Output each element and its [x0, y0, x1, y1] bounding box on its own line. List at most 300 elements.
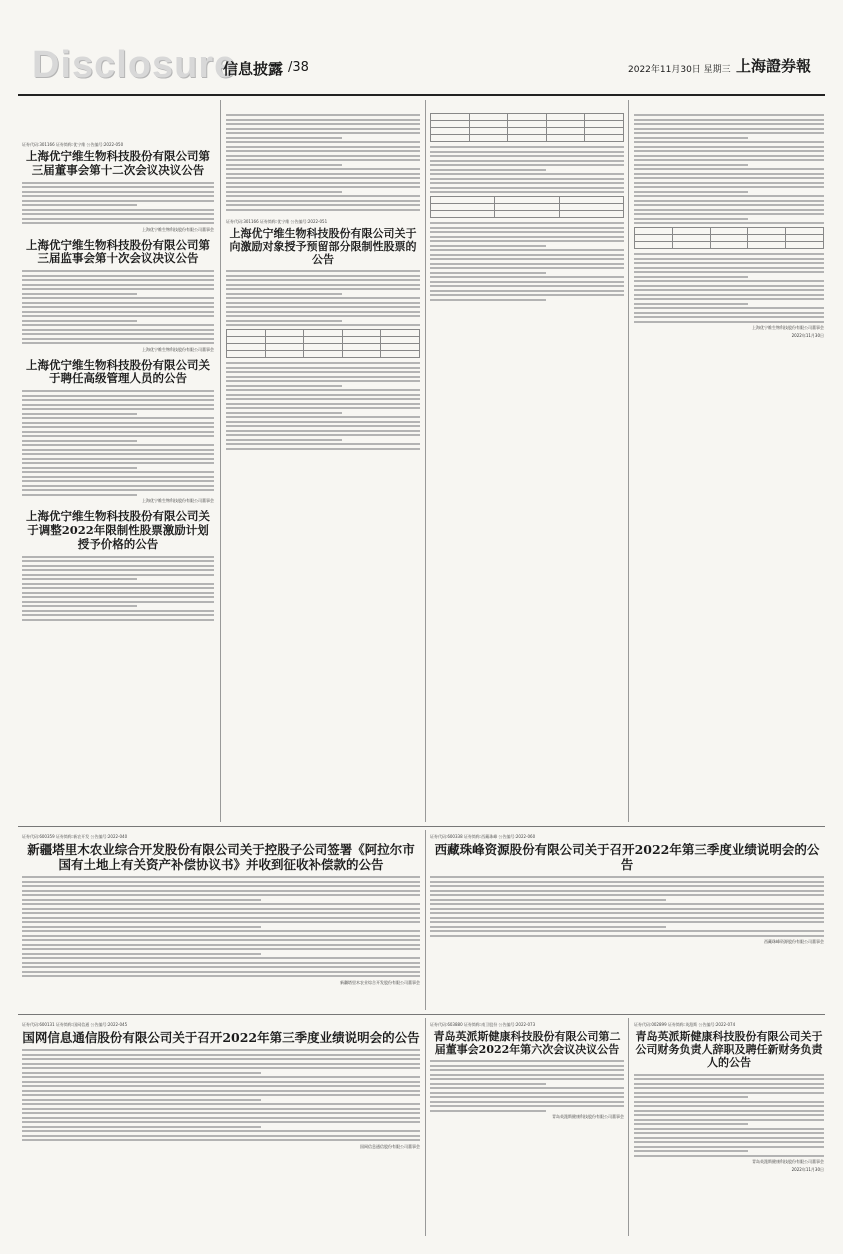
text-line — [634, 1101, 824, 1103]
text-line — [22, 462, 214, 464]
text-line — [430, 254, 624, 256]
text-line — [226, 320, 342, 322]
text-line — [22, 912, 420, 914]
text-line — [430, 1078, 624, 1080]
issue-date: 2022年11月30日 星期三 — [628, 65, 731, 75]
text-line — [226, 412, 342, 414]
text-line — [22, 935, 420, 937]
text-line — [226, 204, 420, 206]
column-divider — [425, 100, 426, 822]
text-line — [634, 150, 824, 152]
text-line — [22, 489, 214, 491]
text-line — [22, 1130, 420, 1132]
notice-title: 新疆塔里木农业综合开发股份有限公司关于控股子公司签署《阿拉尔市国有土地上有关资产补偿协议书》并收到征收补偿款的公告 — [27, 842, 415, 872]
notice-code: 证券代码:002899 证券简称:英派斯 公告编号:2022-074 — [634, 1022, 736, 1027]
text-line — [22, 890, 420, 892]
notice-title: 上海优宁维生物科技股份有限公司第三届监事会第十次会议决议公告 — [26, 237, 210, 266]
text-line — [22, 601, 214, 603]
text-line — [226, 403, 420, 405]
notice-body — [22, 1049, 420, 1141]
text-line — [22, 556, 214, 558]
text-line — [430, 1101, 624, 1103]
xizang-notice — [430, 832, 824, 1008]
text-line — [22, 417, 214, 419]
text-line — [226, 128, 420, 130]
text-line — [22, 408, 214, 410]
text-line — [634, 1074, 824, 1076]
text-line — [22, 431, 214, 433]
text-line — [634, 1137, 824, 1139]
text-line — [634, 303, 748, 305]
text-line — [22, 1049, 420, 1051]
text-line — [226, 168, 420, 170]
text-line — [430, 151, 624, 153]
text-line — [430, 1060, 624, 1062]
text-line — [22, 876, 420, 878]
column-divider — [628, 1018, 629, 1236]
text-line — [634, 200, 824, 202]
text-line — [226, 380, 420, 382]
notice-date: 2022年11月30日 — [791, 1167, 824, 1173]
notice-body — [22, 270, 214, 344]
text-line — [22, 908, 420, 910]
column-divider — [628, 100, 629, 822]
text-line — [22, 422, 214, 424]
text-line — [226, 448, 420, 450]
text-line — [430, 881, 824, 883]
text-line — [226, 186, 420, 188]
notice-body — [22, 390, 214, 496]
text-line — [22, 1117, 420, 1119]
text-line — [634, 164, 748, 166]
text-line — [22, 592, 214, 594]
text-line — [226, 324, 420, 326]
text-line — [22, 1063, 420, 1065]
notice-code: 证券代码:301166 证券简称:优宁维 公告编号:2022-051 — [226, 218, 328, 224]
text-line — [430, 1092, 624, 1094]
notice-body — [430, 876, 824, 937]
text-line — [22, 435, 214, 437]
text-line — [634, 119, 824, 121]
text-line — [634, 1146, 824, 1148]
text-line — [430, 876, 824, 878]
text-line — [22, 284, 214, 286]
masthead-rule — [18, 94, 825, 96]
text-line — [430, 160, 624, 162]
text-line — [634, 1119, 824, 1121]
text-line — [22, 440, 137, 442]
text-line — [634, 173, 824, 175]
column-2 — [226, 110, 420, 820]
text-line — [226, 425, 420, 427]
section-title: 信息披露 — [223, 60, 284, 78]
data-table — [430, 196, 624, 218]
text-line — [22, 453, 214, 455]
text-line — [634, 195, 824, 197]
column-divider — [425, 1018, 426, 1236]
text-line — [22, 1099, 261, 1101]
text-line — [226, 394, 420, 396]
text-line — [22, 404, 214, 406]
text-line — [22, 1139, 420, 1141]
data-table — [430, 113, 624, 142]
disclosure-logo: Disclosure — [32, 44, 237, 86]
text-line — [226, 195, 420, 197]
notice-signature: 上海优宁维生物科技股份有限公司董事会 — [142, 226, 214, 232]
text-line — [22, 560, 214, 562]
text-line — [226, 288, 420, 290]
text-line — [226, 150, 420, 152]
text-line — [430, 1110, 546, 1112]
text-line — [430, 231, 624, 233]
text-line — [430, 290, 624, 292]
text-line — [22, 270, 214, 272]
text-line — [430, 173, 624, 175]
text-line — [22, 1112, 420, 1114]
notice-title: 西藏珠峰资源股份有限公司关于召开2022年第三季度业绩说明会的公告 — [434, 842, 820, 872]
notice-body — [226, 114, 420, 211]
text-line — [430, 222, 624, 224]
text-line — [22, 480, 214, 482]
text-line — [22, 948, 420, 950]
text-line — [430, 935, 824, 937]
text-line — [22, 297, 214, 299]
notice-body — [430, 146, 624, 193]
text-line — [634, 1132, 824, 1134]
text-line — [226, 173, 420, 175]
text-line — [634, 137, 748, 139]
section-divider — [18, 1014, 825, 1015]
notice-body — [226, 270, 420, 326]
text-line — [634, 253, 824, 255]
text-line — [22, 320, 137, 322]
text-line — [430, 894, 824, 896]
text-line — [634, 182, 824, 184]
text-line — [634, 146, 824, 148]
text-line — [430, 169, 546, 171]
text-line — [22, 565, 214, 567]
yingpaisi-cfo-notice — [634, 1020, 824, 1234]
notice-signature: 上海优宁维生物科技股份有限公司董事会 — [752, 325, 824, 330]
text-line — [226, 270, 420, 272]
text-line — [22, 1054, 420, 1056]
text-line — [634, 204, 824, 206]
allocation-table — [226, 329, 420, 358]
text-line — [430, 182, 624, 184]
text-line — [22, 975, 420, 977]
text-line — [634, 155, 824, 157]
text-line — [22, 302, 214, 304]
text-line — [634, 1114, 824, 1116]
text-line — [634, 209, 824, 211]
text-line — [430, 1096, 624, 1098]
text-line — [22, 1126, 261, 1128]
text-line — [22, 1072, 261, 1074]
text-line — [22, 930, 420, 932]
text-line — [430, 263, 624, 265]
text-line — [22, 315, 214, 317]
text-line — [226, 376, 420, 378]
text-line — [226, 439, 342, 441]
text-line — [430, 1069, 624, 1071]
text-line — [22, 619, 214, 621]
notice-title: 上海优宁维生物科技股份有限公司关于向激励对象授予预留部分限制性股票的公告 — [229, 226, 417, 266]
text-line — [430, 890, 824, 892]
text-line — [22, 881, 420, 883]
text-line — [634, 307, 824, 309]
text-line — [430, 908, 824, 910]
text-line — [226, 293, 342, 295]
text-line — [634, 191, 748, 193]
text-line — [22, 333, 214, 335]
text-line — [22, 596, 214, 598]
column-4 — [634, 110, 824, 820]
text-line — [226, 155, 420, 157]
column-3 — [430, 110, 624, 820]
guowang-notice — [22, 1020, 420, 1234]
text-line — [634, 132, 824, 134]
text-line — [22, 413, 137, 415]
text-line — [430, 1087, 624, 1089]
text-line — [226, 385, 342, 387]
text-line — [634, 114, 824, 116]
text-line — [430, 240, 624, 242]
text-line — [22, 390, 214, 392]
text-line — [226, 302, 420, 304]
text-line — [22, 1081, 420, 1083]
text-line — [634, 177, 824, 179]
text-line — [22, 921, 420, 923]
text-line — [22, 218, 214, 220]
text-line — [226, 311, 420, 313]
text-line — [634, 1123, 748, 1125]
text-line — [22, 444, 214, 446]
text-line — [226, 371, 420, 373]
notice-body — [634, 1074, 824, 1157]
text-line — [226, 191, 342, 193]
masthead — [18, 40, 825, 90]
text-line — [22, 476, 214, 478]
text-line — [634, 258, 824, 260]
text-line — [22, 1058, 420, 1060]
text-line — [634, 321, 824, 323]
text-line — [226, 279, 420, 281]
text-line — [22, 1067, 420, 1069]
text-line — [22, 578, 137, 580]
text-line — [226, 362, 420, 364]
text-line — [430, 299, 546, 301]
text-line — [22, 605, 137, 607]
text-line — [634, 128, 824, 130]
text-line — [22, 458, 214, 460]
text-line — [430, 178, 624, 180]
text-line — [634, 267, 824, 269]
text-line — [430, 155, 624, 157]
text-line — [226, 421, 420, 423]
text-line — [634, 280, 824, 282]
notice-title: 上海优宁维生物科技股份有限公司关于调整2022年限制性股票激励计划授予价格的公告 — [26, 509, 210, 551]
notice-signature: 青岛英派斯健康科技股份有限公司董事会 — [752, 1159, 824, 1165]
notice-signature: 上海优宁维生物科技股份有限公司董事会 — [142, 498, 214, 504]
column-1 — [22, 140, 214, 820]
text-line — [226, 407, 420, 409]
notice-date: 2022年11月30日 — [791, 333, 824, 338]
text-line — [22, 1085, 420, 1087]
text-line — [22, 917, 420, 919]
text-line — [22, 324, 214, 326]
text-line — [22, 610, 214, 612]
text-line — [634, 159, 824, 161]
text-line — [22, 399, 214, 401]
text-line — [634, 312, 824, 314]
text-line — [22, 329, 214, 331]
text-line — [634, 1092, 824, 1094]
text-line — [634, 294, 824, 296]
text-line — [226, 416, 420, 418]
text-line — [22, 395, 214, 397]
notice-signature: 上海优宁维生物科技股份有限公司董事会 — [142, 346, 214, 352]
text-line — [634, 1110, 824, 1112]
text-line — [226, 132, 420, 134]
text-line — [634, 213, 824, 215]
text-line — [634, 271, 824, 273]
notice-body — [22, 182, 214, 225]
text-line — [226, 443, 420, 445]
text-line — [226, 398, 420, 400]
text-line — [430, 926, 666, 928]
notice-body — [22, 556, 214, 621]
notice-title: 青岛英派斯健康科技股份有限公司第二届董事会2022年第六次会议决议公告 — [433, 1030, 621, 1057]
text-line — [22, 957, 420, 959]
text-line — [634, 1141, 824, 1143]
notice-signature: 国网信息通信股份有限公司董事会 — [360, 1143, 420, 1149]
text-line — [430, 245, 546, 247]
notice-body — [430, 1060, 624, 1112]
text-line — [634, 262, 824, 264]
text-line — [22, 569, 214, 571]
text-line — [22, 1135, 420, 1137]
text-line — [430, 1083, 546, 1085]
text-line — [22, 213, 214, 215]
text-line — [634, 1155, 824, 1157]
text-line — [22, 494, 137, 496]
text-line — [22, 587, 214, 589]
text-line — [634, 1105, 824, 1107]
text-line — [22, 338, 214, 340]
text-line — [430, 885, 824, 887]
text-line — [430, 164, 624, 166]
text-line — [226, 159, 420, 161]
text-line — [430, 258, 624, 260]
text-line — [226, 209, 420, 211]
text-line — [430, 1105, 624, 1107]
text-line — [430, 276, 624, 278]
text-line — [430, 285, 624, 287]
text-line — [22, 186, 214, 188]
notice-code: 证券代码:600131 证券简称:国网信通 公告编号:2022-045 — [22, 1022, 128, 1027]
column-divider — [220, 100, 221, 822]
text-line — [634, 218, 748, 220]
text-line — [22, 614, 214, 616]
text-line — [430, 267, 624, 269]
text-line — [22, 306, 214, 308]
text-line — [22, 926, 261, 928]
text-line — [22, 200, 214, 202]
text-line — [430, 1065, 624, 1067]
newspaper-name: 上海證券報 — [736, 57, 812, 75]
text-line — [22, 939, 420, 941]
notice-code: 证券代码:600359 证券简称:新农开发 公告编号:2022-040 — [22, 834, 128, 839]
notice-body — [634, 253, 824, 323]
text-line — [226, 119, 420, 121]
text-line — [430, 921, 824, 923]
yingpaisi-board-notice — [430, 1020, 624, 1234]
text-line — [22, 182, 214, 184]
text-line — [22, 1090, 420, 1092]
text-line — [634, 1096, 748, 1098]
data-table — [634, 227, 824, 249]
text-line — [634, 289, 824, 291]
notice-title: 青岛英派斯健康科技股份有限公司关于公司财务负责人辞职及聘任新财务负责人的公告 — [635, 1030, 823, 1070]
text-line — [22, 903, 420, 905]
text-line — [22, 1103, 420, 1105]
notice-body — [226, 362, 420, 450]
text-line — [22, 583, 214, 585]
text-line — [226, 177, 420, 179]
column-divider — [425, 830, 426, 1010]
text-line — [22, 279, 214, 281]
text-line — [634, 168, 824, 170]
text-line — [634, 123, 824, 125]
text-line — [634, 285, 824, 287]
text-line — [22, 471, 214, 473]
text-line — [22, 209, 214, 211]
text-line — [226, 141, 420, 143]
notice-title: 国网信息通信股份有限公司关于召开2022年第三季度业绩说明会的公告 — [22, 1030, 420, 1045]
text-line — [430, 249, 624, 251]
text-line — [430, 281, 624, 283]
text-line — [22, 204, 137, 206]
text-line — [226, 434, 420, 436]
notice-body — [430, 222, 624, 301]
text-line — [22, 899, 261, 901]
text-line — [430, 899, 666, 901]
text-line — [226, 164, 342, 166]
text-line — [22, 953, 261, 955]
text-line — [226, 367, 420, 369]
text-line — [22, 275, 214, 277]
text-line — [22, 485, 214, 487]
text-line — [22, 222, 214, 224]
text-line — [226, 297, 420, 299]
text-line — [22, 191, 214, 193]
text-line — [226, 430, 420, 432]
text-line — [22, 342, 214, 344]
text-line — [634, 1083, 824, 1085]
text-line — [22, 1094, 420, 1096]
text-line — [634, 1150, 748, 1152]
text-line — [22, 293, 137, 295]
notice-code: 证券代码:603880 证券简称:南卫股份 公告编号:2022-073 — [430, 1022, 536, 1027]
text-line — [634, 1128, 824, 1130]
text-line — [430, 227, 624, 229]
text-line — [634, 316, 824, 318]
text-line — [430, 294, 624, 296]
text-line — [226, 306, 420, 308]
text-line — [634, 1087, 824, 1089]
text-line — [22, 894, 420, 896]
text-line — [634, 141, 824, 143]
